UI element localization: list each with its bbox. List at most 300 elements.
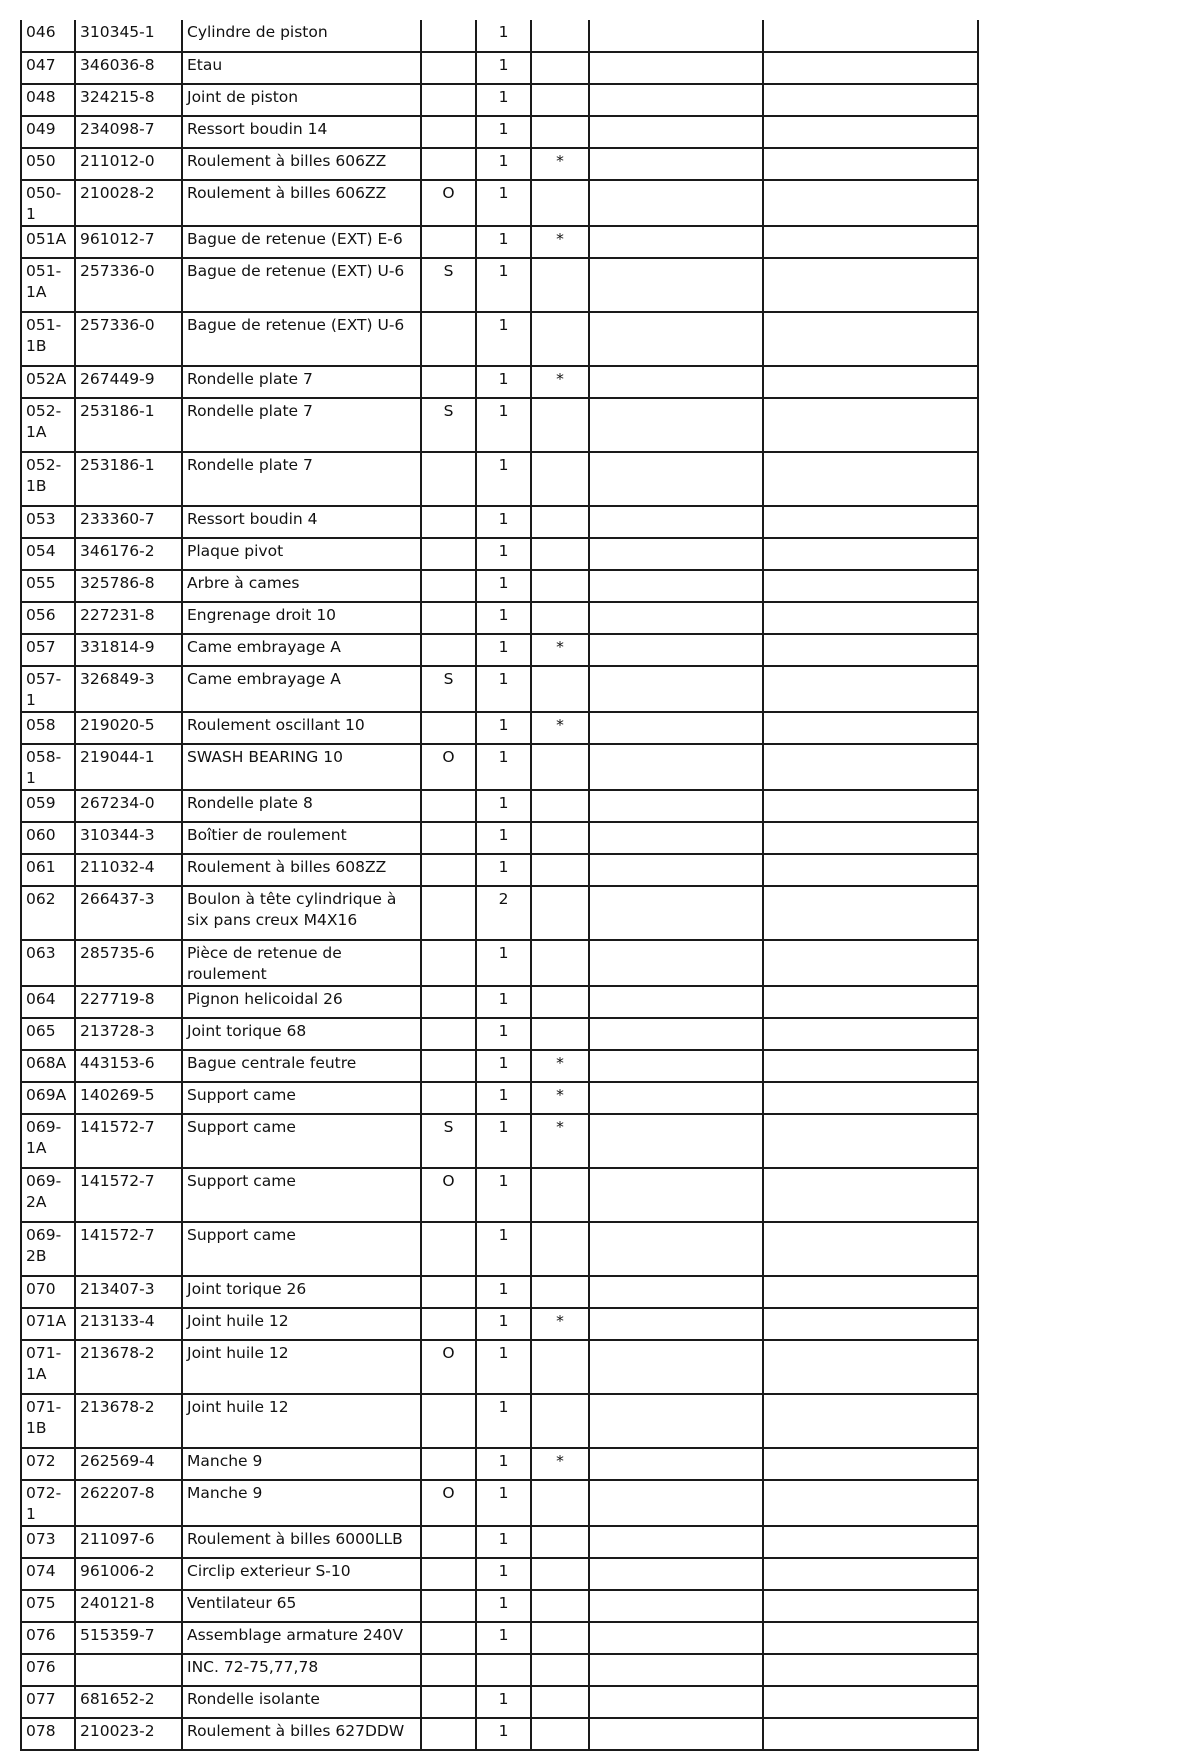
note-mark-cell	[531, 398, 589, 452]
note-mark-cell	[531, 1590, 589, 1622]
blank-cell	[763, 398, 978, 452]
table-row	[21, 634, 978, 666]
blank-cell	[763, 84, 978, 116]
description-cell: Joint de piston	[182, 84, 421, 116]
item-number-cell: 061	[21, 854, 75, 886]
table-row	[21, 116, 978, 148]
item-number-cell: 077	[21, 1686, 75, 1718]
quantity-cell: 1	[476, 148, 531, 180]
table-row	[21, 1590, 978, 1622]
part-number-cell: 257336-0	[75, 258, 182, 312]
change-code-cell	[421, 1526, 476, 1558]
item-number-cell: 057	[21, 634, 75, 666]
item-number-cell: 055	[21, 570, 75, 602]
table-row	[21, 1526, 978, 1558]
part-number-cell: 219020-5	[75, 712, 182, 744]
item-number-cell: 047	[21, 52, 75, 84]
quantity-cell: 1	[476, 398, 531, 452]
item-number-cell: 050-1	[21, 180, 75, 226]
change-code-cell	[421, 570, 476, 602]
blank-cell	[763, 1686, 978, 1718]
blank-cell	[763, 822, 978, 854]
part-number-cell: 219044-1	[75, 744, 182, 790]
table-row	[21, 822, 978, 854]
blank-cell	[589, 1222, 763, 1276]
quantity-cell: 1	[476, 790, 531, 822]
blank-cell	[763, 1654, 978, 1686]
quantity-cell: 1	[476, 1686, 531, 1718]
blank-cell	[763, 886, 978, 940]
description-cell: Bague de retenue (EXT) U-6	[182, 258, 421, 312]
change-code-cell	[421, 1590, 476, 1622]
change-code-cell: S	[421, 258, 476, 312]
blank-cell	[763, 602, 978, 634]
table-row	[21, 180, 978, 226]
note-mark-cell	[531, 602, 589, 634]
table-row	[21, 84, 978, 116]
description-cell: Boîtier de roulement	[182, 822, 421, 854]
parts-table	[20, 20, 979, 1751]
change-code-cell: O	[421, 1168, 476, 1222]
note-mark-cell	[531, 1276, 589, 1308]
note-mark-cell: *	[531, 1448, 589, 1480]
note-mark-cell	[531, 258, 589, 312]
part-number-cell: 515359-7	[75, 1622, 182, 1654]
description-cell: Assemblage armature 240V	[182, 1622, 421, 1654]
blank-cell	[589, 1018, 763, 1050]
change-code-cell	[421, 1718, 476, 1750]
blank-cell	[763, 1340, 978, 1394]
item-number-cell: 052-1A	[21, 398, 75, 452]
quantity-cell: 2	[476, 886, 531, 940]
part-number-cell: 310344-3	[75, 822, 182, 854]
quantity-cell: 1	[476, 538, 531, 570]
table-row	[21, 366, 978, 398]
blank-cell	[763, 1448, 978, 1480]
part-number-cell: 961012-7	[75, 226, 182, 258]
description-cell: SWASH BEARING 10	[182, 744, 421, 790]
blank-cell	[763, 258, 978, 312]
change-code-cell	[421, 634, 476, 666]
blank-cell	[589, 744, 763, 790]
description-cell: Manche 9	[182, 1448, 421, 1480]
note-mark-cell	[531, 1718, 589, 1750]
item-number-cell: 069A	[21, 1082, 75, 1114]
change-code-cell	[421, 366, 476, 398]
item-number-cell: 053	[21, 506, 75, 538]
part-number-cell: 141572-7	[75, 1168, 182, 1222]
blank-cell	[589, 790, 763, 822]
change-code-cell	[421, 822, 476, 854]
part-number-cell: 233360-7	[75, 506, 182, 538]
table-row	[21, 1558, 978, 1590]
item-number-cell: 065	[21, 1018, 75, 1050]
change-code-cell	[421, 1394, 476, 1448]
description-cell: Roulement à billes 608ZZ	[182, 854, 421, 886]
note-mark-cell	[531, 52, 589, 84]
table-row	[21, 602, 978, 634]
description-cell: INC. 72-75,77,78	[182, 1654, 421, 1686]
item-number-cell: 058	[21, 712, 75, 744]
change-code-cell	[421, 1276, 476, 1308]
note-mark-cell	[531, 116, 589, 148]
description-cell: Came embrayage A	[182, 634, 421, 666]
item-number-cell: 072-1	[21, 1480, 75, 1526]
description-cell: Support came	[182, 1114, 421, 1168]
blank-cell	[763, 116, 978, 148]
change-code-cell	[421, 1018, 476, 1050]
quantity-cell: 1	[476, 1018, 531, 1050]
note-mark-cell: *	[531, 1308, 589, 1340]
part-number-cell: 211032-4	[75, 854, 182, 886]
blank-cell	[763, 854, 978, 886]
description-cell: Plaque pivot	[182, 538, 421, 570]
item-number-cell: 069-2B	[21, 1222, 75, 1276]
quantity-cell: 1	[476, 1050, 531, 1082]
description-cell: Joint huile 12	[182, 1308, 421, 1340]
table-row	[21, 148, 978, 180]
part-number-cell: 234098-7	[75, 116, 182, 148]
quantity-cell: 1	[476, 116, 531, 148]
blank-cell	[589, 1654, 763, 1686]
item-number-cell: 072	[21, 1448, 75, 1480]
change-code-cell	[421, 52, 476, 84]
blank-cell	[763, 744, 978, 790]
blank-cell	[589, 1308, 763, 1340]
note-mark-cell	[531, 886, 589, 940]
description-cell: Support came	[182, 1082, 421, 1114]
quantity-cell: 1	[476, 854, 531, 886]
table-row	[21, 1018, 978, 1050]
table-row	[21, 506, 978, 538]
description-cell: Pignon helicoidal 26	[182, 986, 421, 1018]
quantity-cell: 1	[476, 822, 531, 854]
table-row	[21, 886, 978, 940]
blank-cell	[589, 258, 763, 312]
item-number-cell: 063	[21, 940, 75, 986]
table-row	[21, 744, 978, 790]
description-cell: Roulement oscillant 10	[182, 712, 421, 744]
change-code-cell: O	[421, 744, 476, 790]
blank-cell	[763, 52, 978, 84]
note-mark-cell	[531, 1394, 589, 1448]
blank-cell	[589, 366, 763, 398]
table-row	[21, 1340, 978, 1394]
blank-cell	[763, 1718, 978, 1750]
note-mark-cell	[531, 20, 589, 52]
item-number-cell: 076	[21, 1654, 75, 1686]
blank-cell	[589, 634, 763, 666]
part-number-cell: 326849-3	[75, 666, 182, 712]
quantity-cell: 1	[476, 1340, 531, 1394]
table-row	[21, 312, 978, 366]
table-row	[21, 1050, 978, 1082]
blank-cell	[763, 1590, 978, 1622]
blank-cell	[763, 312, 978, 366]
quantity-cell: 1	[476, 180, 531, 226]
description-cell: Came embrayage A	[182, 666, 421, 712]
blank-cell	[589, 886, 763, 940]
blank-cell	[589, 20, 763, 52]
item-number-cell: 071A	[21, 1308, 75, 1340]
description-cell: Cylindre de piston	[182, 20, 421, 52]
note-mark-cell: *	[531, 226, 589, 258]
description-cell: Ressort boudin 4	[182, 506, 421, 538]
description-cell: Rondelle isolante	[182, 1686, 421, 1718]
quantity-cell: 1	[476, 570, 531, 602]
blank-cell	[589, 1340, 763, 1394]
note-mark-cell: *	[531, 1114, 589, 1168]
blank-cell	[763, 1394, 978, 1448]
change-code-cell	[421, 226, 476, 258]
blank-cell	[763, 1308, 978, 1340]
description-cell: Roulement à billes 6000LLB	[182, 1526, 421, 1558]
table-row	[21, 666, 978, 712]
change-code-cell	[421, 790, 476, 822]
blank-cell	[763, 570, 978, 602]
part-number-cell: 141572-7	[75, 1222, 182, 1276]
quantity-cell: 1	[476, 1480, 531, 1526]
blank-cell	[589, 226, 763, 258]
change-code-cell	[421, 1654, 476, 1686]
blank-cell	[763, 366, 978, 398]
note-mark-cell	[531, 84, 589, 116]
table-row	[21, 1308, 978, 1340]
blank-cell	[589, 148, 763, 180]
description-cell: Rondelle plate 7	[182, 452, 421, 506]
table-row	[21, 1222, 978, 1276]
change-code-cell	[421, 1050, 476, 1082]
blank-cell	[763, 1082, 978, 1114]
note-mark-cell	[531, 506, 589, 538]
part-number-cell: 253186-1	[75, 452, 182, 506]
quantity-cell: 1	[476, 1308, 531, 1340]
quantity-cell: 1	[476, 1222, 531, 1276]
quantity-cell: 1	[476, 258, 531, 312]
item-number-cell: 059	[21, 790, 75, 822]
table-row	[21, 1276, 978, 1308]
part-number-cell: 267234-0	[75, 790, 182, 822]
description-cell: Etau	[182, 52, 421, 84]
quantity-cell: 1	[476, 602, 531, 634]
blank-cell	[589, 1480, 763, 1526]
table-row	[21, 1114, 978, 1168]
part-number-cell: 262569-4	[75, 1448, 182, 1480]
change-code-cell	[421, 1448, 476, 1480]
part-number-cell: 141572-7	[75, 1114, 182, 1168]
part-number-cell: 324215-8	[75, 84, 182, 116]
blank-cell	[763, 1622, 978, 1654]
change-code-cell	[421, 986, 476, 1018]
item-number-cell: 052-1B	[21, 452, 75, 506]
item-number-cell: 046	[21, 20, 75, 52]
blank-cell	[589, 506, 763, 538]
item-number-cell: 051-1A	[21, 258, 75, 312]
item-number-cell: 062	[21, 886, 75, 940]
description-cell: Roulement à billes 606ZZ	[182, 180, 421, 226]
table-row	[21, 398, 978, 452]
item-number-cell: 075	[21, 1590, 75, 1622]
quantity-cell: 1	[476, 312, 531, 366]
item-number-cell: 071-1B	[21, 1394, 75, 1448]
change-code-cell	[421, 84, 476, 116]
change-code-cell	[421, 1222, 476, 1276]
quantity-cell: 1	[476, 226, 531, 258]
change-code-cell	[421, 854, 476, 886]
description-cell: Circlip exterieur S-10	[182, 1558, 421, 1590]
table-row	[21, 790, 978, 822]
change-code-cell	[421, 1082, 476, 1114]
blank-cell	[763, 20, 978, 52]
table-row	[21, 538, 978, 570]
item-number-cell: 056	[21, 602, 75, 634]
quantity-cell: 1	[476, 1622, 531, 1654]
description-cell: Ventilateur 65	[182, 1590, 421, 1622]
blank-cell	[763, 1222, 978, 1276]
blank-cell	[589, 1558, 763, 1590]
blank-cell	[589, 986, 763, 1018]
part-number-cell: 227231-8	[75, 602, 182, 634]
note-mark-cell	[531, 666, 589, 712]
blank-cell	[589, 1718, 763, 1750]
quantity-cell: 1	[476, 506, 531, 538]
description-cell: Joint torique 68	[182, 1018, 421, 1050]
part-number-cell: 681652-2	[75, 1686, 182, 1718]
change-code-cell	[421, 712, 476, 744]
parts-table-body	[21, 20, 978, 1750]
quantity-cell: 1	[476, 634, 531, 666]
note-mark-cell	[531, 1480, 589, 1526]
note-mark-cell: *	[531, 1050, 589, 1082]
blank-cell	[589, 1276, 763, 1308]
part-number-cell: 227719-8	[75, 986, 182, 1018]
item-number-cell: 074	[21, 1558, 75, 1590]
blank-cell	[763, 1558, 978, 1590]
item-number-cell: 057-1	[21, 666, 75, 712]
part-number-cell: 253186-1	[75, 398, 182, 452]
part-number-cell: 213728-3	[75, 1018, 182, 1050]
quantity-cell: 1	[476, 84, 531, 116]
part-number-cell: 331814-9	[75, 634, 182, 666]
quantity-cell: 1	[476, 1590, 531, 1622]
description-cell: Ressort boudin 14	[182, 116, 421, 148]
blank-cell	[763, 1114, 978, 1168]
note-mark-cell: *	[531, 634, 589, 666]
blank-cell	[589, 1168, 763, 1222]
blank-cell	[589, 398, 763, 452]
table-row	[21, 1622, 978, 1654]
note-mark-cell	[531, 1654, 589, 1686]
part-number-cell: 213678-2	[75, 1394, 182, 1448]
blank-cell	[763, 148, 978, 180]
note-mark-cell	[531, 312, 589, 366]
blank-cell	[589, 52, 763, 84]
table-row	[21, 940, 978, 986]
blank-cell	[763, 506, 978, 538]
part-number-cell: 210028-2	[75, 180, 182, 226]
description-cell: Bague de retenue (EXT) U-6	[182, 312, 421, 366]
part-number-cell: 213678-2	[75, 1340, 182, 1394]
note-mark-cell	[531, 1526, 589, 1558]
quantity-cell: 1	[476, 1114, 531, 1168]
note-mark-cell	[531, 570, 589, 602]
change-code-cell	[421, 506, 476, 538]
change-code-cell	[421, 312, 476, 366]
change-code-cell: O	[421, 180, 476, 226]
blank-cell	[763, 634, 978, 666]
item-number-cell: 069-2A	[21, 1168, 75, 1222]
blank-cell	[589, 822, 763, 854]
note-mark-cell	[531, 1018, 589, 1050]
description-cell: Manche 9	[182, 1480, 421, 1526]
blank-cell	[763, 940, 978, 986]
change-code-cell: S	[421, 398, 476, 452]
blank-cell	[589, 1622, 763, 1654]
note-mark-cell	[531, 1686, 589, 1718]
note-mark-cell: *	[531, 712, 589, 744]
item-number-cell: 051A	[21, 226, 75, 258]
description-cell: Support came	[182, 1168, 421, 1222]
blank-cell	[589, 1448, 763, 1480]
change-code-cell: O	[421, 1480, 476, 1526]
description-cell: Rondelle plate 7	[182, 398, 421, 452]
change-code-cell	[421, 886, 476, 940]
blank-cell	[589, 1050, 763, 1082]
item-number-cell: 069-1A	[21, 1114, 75, 1168]
blank-cell	[763, 452, 978, 506]
table-row	[21, 1480, 978, 1526]
change-code-cell	[421, 538, 476, 570]
change-code-cell	[421, 116, 476, 148]
description-cell: Bague centrale feutre	[182, 1050, 421, 1082]
item-number-cell: 050	[21, 148, 75, 180]
blank-cell	[589, 1590, 763, 1622]
quantity-cell: 1	[476, 1276, 531, 1308]
note-mark-cell	[531, 180, 589, 226]
item-number-cell: 048	[21, 84, 75, 116]
blank-cell	[763, 986, 978, 1018]
item-number-cell: 073	[21, 1526, 75, 1558]
part-number-cell: 213407-3	[75, 1276, 182, 1308]
item-number-cell: 068A	[21, 1050, 75, 1082]
quantity-cell: 1	[476, 986, 531, 1018]
change-code-cell: S	[421, 666, 476, 712]
change-code-cell	[421, 1558, 476, 1590]
part-number-cell: 211097-6	[75, 1526, 182, 1558]
change-code-cell	[421, 1622, 476, 1654]
part-number-cell: 285735-6	[75, 940, 182, 986]
note-mark-cell: *	[531, 1082, 589, 1114]
blank-cell	[589, 666, 763, 712]
description-cell: Support came	[182, 1222, 421, 1276]
table-row	[21, 1654, 978, 1686]
change-code-cell	[421, 602, 476, 634]
item-number-cell: 058-1	[21, 744, 75, 790]
part-number-cell: 346176-2	[75, 538, 182, 570]
item-number-cell: 070	[21, 1276, 75, 1308]
note-mark-cell	[531, 1622, 589, 1654]
part-number-cell: 262207-8	[75, 1480, 182, 1526]
quantity-cell: 1	[476, 666, 531, 712]
blank-cell	[589, 538, 763, 570]
part-number-cell: 325786-8	[75, 570, 182, 602]
quantity-cell: 1	[476, 1558, 531, 1590]
description-cell: Roulement à billes 606ZZ	[182, 148, 421, 180]
item-number-cell: 049	[21, 116, 75, 148]
table-row	[21, 452, 978, 506]
blank-cell	[763, 226, 978, 258]
description-cell: Joint huile 12	[182, 1340, 421, 1394]
